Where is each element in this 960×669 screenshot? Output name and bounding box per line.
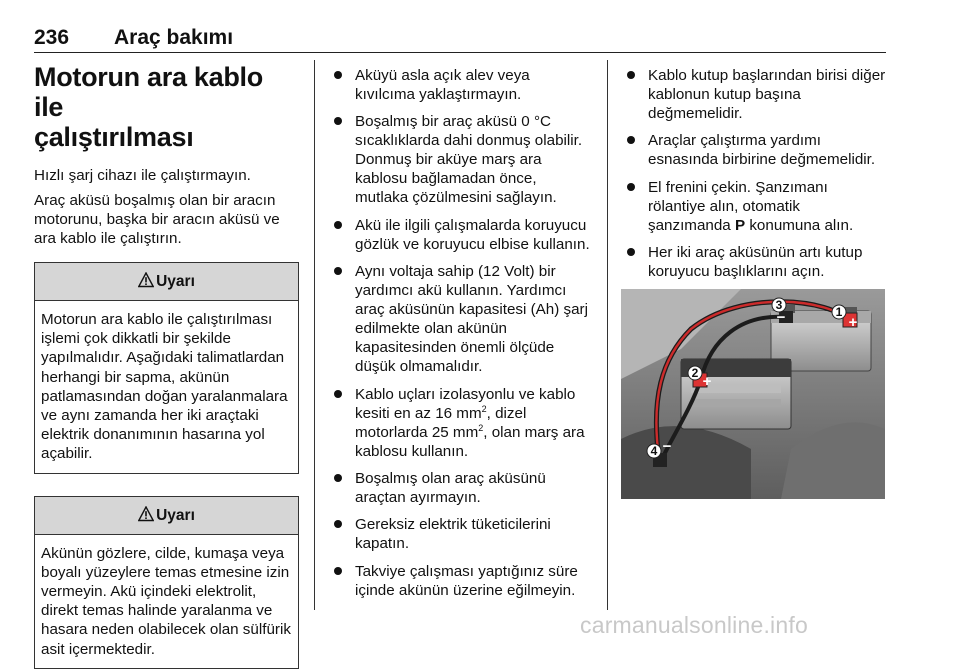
list-item-cable: Kablo uçları izolasyonlu ve kablo kesiti en az 16 $mm^2$, dizel motorlarda 25 $mm^2$, olan marş ara kablosu kullanın. xyxy=(331,385,593,461)
warning-header xyxy=(35,497,298,535)
bullet-dot-icon xyxy=(334,267,342,275)
list-item: Her iki araç aküsünün artı kutup koruyucu başlıklarını açın. xyxy=(624,243,886,281)
plus-sign-2: + xyxy=(702,373,712,390)
bullet-dot-icon xyxy=(334,71,342,79)
warning-title: Uyarı xyxy=(156,506,195,524)
warning-triangle-icon xyxy=(138,506,154,522)
chapter-title: Araç bakımı xyxy=(114,26,234,49)
warning-header xyxy=(35,263,298,301)
list-item: Boşalmış bir araç aküsü 0 °C sıcaklıklarda dahi donmuş olabilir. Donmuş bir aküye marş ara kablosu bağlamadan önce, mutlaka çözülmesini sağlayın. xyxy=(331,112,593,207)
column-right xyxy=(624,66,886,290)
warning-text: Akünün gözlere, cilde, kumaşa veya boyalı yüzeylere temas etmesine izin vermeyin. Akü içindeki elektrolit, direkt temas halinde yaralanma ve hasara neden olabilecek olan sülfürik asit içermektedir. xyxy=(41,544,291,658)
callout-1: 1 xyxy=(835,305,843,319)
plus-sign-1: + xyxy=(848,314,858,331)
list-item: Takviye çalışması yaptığınız süre içinde akünün üzerine eğilmeyin. xyxy=(331,562,593,600)
minus-sign-4: − xyxy=(662,438,672,455)
jump-start-figure xyxy=(621,289,885,499)
list-item: Gereksiz elektrik tüketicilerini kapatın. xyxy=(331,515,593,553)
page-header xyxy=(34,26,886,53)
bullet-dot-icon xyxy=(627,71,635,79)
warning-title: Uyarı xyxy=(156,273,195,290)
list-item: El frenini çekin. Şanzımanı rölantiye alın, otomatik şanzımanda P konumuna alın. xyxy=(624,178,886,235)
warning-box-2 xyxy=(34,496,299,669)
list-item: Kablo kutup başlarından birisi diğer kablonun kutup başına değmemelidir. xyxy=(624,66,886,123)
bullet-dot-icon xyxy=(627,136,635,144)
bullet-dot-icon xyxy=(627,183,635,191)
bullet-dot-icon xyxy=(334,117,342,125)
bullet-dot-icon xyxy=(334,221,342,229)
callout-4: 4 xyxy=(650,444,658,458)
warning-box-1 xyxy=(34,262,299,474)
bullet-dot-icon xyxy=(334,390,342,398)
list-item: Akü ile ilgili çalışmalarda koruyucu gözlük ve koruyucu elbise kullanın. xyxy=(331,216,593,254)
column-left xyxy=(34,62,299,669)
procedure-list xyxy=(624,66,886,281)
list-item: Aynı voltaja sahip (12 Volt) bir yardımcı akü kullanın. Yardımcı araç aküsünün kapasitesi (Ah) şarj edilmekte olan akünün kapasitesinden önemli ölçüde düşük olmamalıdır. xyxy=(331,262,593,376)
page-number: 236 xyxy=(34,26,70,49)
list-item: Araçlar çalıştırma yardımı esnasında birbirine değmemelidir. xyxy=(624,131,886,169)
callout-3: 3 xyxy=(775,298,783,312)
column-divider xyxy=(607,60,608,610)
list-item: Boşalmış olan araç aküsünü araçtan ayırmayın. xyxy=(331,469,593,507)
watermark-text: carmanualsonline.info xyxy=(580,612,808,638)
engine-bay-illustration xyxy=(621,289,885,499)
minus-sign-3: − xyxy=(776,309,786,326)
callout-2: 2 xyxy=(691,366,699,380)
bullet-dot-icon xyxy=(334,520,342,528)
safety-list xyxy=(331,66,593,600)
section-title: Motorun ara kablo ile çalıştırılması xyxy=(34,62,263,152)
warning-text: Motorun ara kablo ile çalıştırılması işlemi çok dikkatli bir şekilde yapılmalıdır. Aşağıdaki talimatlardan herhangi bir sapma, akünün patlamasından doğan yaralanmalara ve aynı zamanda her iki araçtaki elektrik donanımının hasarına yol açabilir. xyxy=(41,311,288,463)
column-divider xyxy=(314,60,315,610)
bullet-dot-icon xyxy=(627,248,635,256)
column-middle xyxy=(331,66,593,608)
bullet-dot-icon xyxy=(334,567,342,575)
list-item: Aküyü asla açık alev veya kıvılcıma yaklaştırmayın. xyxy=(331,66,593,104)
bullet-dot-icon xyxy=(334,474,342,482)
warning-triangle-icon xyxy=(138,272,154,288)
intro-text-1: Hızlı şarj cihazı ile çalıştırmayın. xyxy=(34,167,251,184)
intro-text-2: Araç aküsü boşalmış olan bir aracın motorunu, başka bir aracın aküsü ve ara kablo ile çalıştırın. xyxy=(34,192,280,247)
